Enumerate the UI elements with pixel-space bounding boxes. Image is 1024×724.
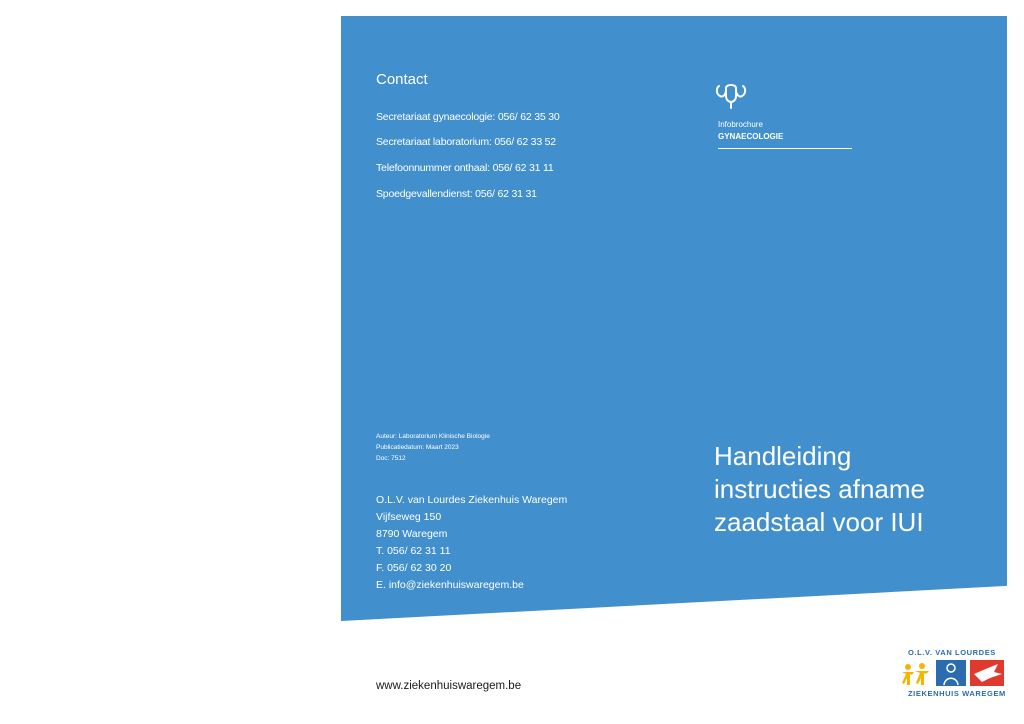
meta-doc: Doc: 7512 [376, 455, 406, 462]
uterus-icon [714, 80, 748, 110]
contact-title: Contact [376, 71, 428, 88]
brochure-kicker: Infobrochure [718, 120, 763, 129]
website-link[interactable]: www.ziekenhuiswaregem.be [376, 680, 522, 692]
brand-divider [718, 148, 852, 149]
title-line-3: zaadstaal voor IUI [714, 507, 924, 537]
title-line-1: Handleiding [714, 441, 852, 471]
brochure-title [714, 440, 994, 539]
department-label: GYNAECOLOGIE [718, 132, 784, 141]
address-city: 8790 Waregem [376, 528, 448, 540]
meta-author: Auteur: Laboratorium Klinische Biologie [376, 433, 490, 440]
contact-laboratory: Secretariaat laboratorium: 056/ 62 33 52 [376, 136, 556, 148]
contact-reception: Telefoonnummer onthaal: 056/ 62 31 11 [376, 162, 554, 174]
meta-date: Publicatiedatum: Maart 2023 [376, 444, 459, 451]
contact-gynaecology: Secretariaat gynaecologie: 056/ 62 35 30 [376, 111, 560, 123]
address-hospital: O.L.V. van Lourdes Ziekenhuis Waregem [376, 494, 568, 506]
hospital-logo [896, 648, 1008, 700]
address-email: E. info@ziekenhuiswaregem.be [376, 579, 524, 591]
logo-top-text: O.L.V. VAN LOURDES [908, 648, 996, 657]
title-line-2: instructies afname [714, 474, 925, 504]
logo-emblem [898, 658, 1006, 688]
address-fax: F. 056/ 62 30 20 [376, 562, 452, 574]
contact-emergency: Spoedgevallendienst: 056/ 62 31 31 [376, 188, 537, 200]
address-street: Vijfseweg 150 [376, 511, 442, 523]
logo-bottom-text: ZIEKENHUIS WAREGEM [908, 689, 1006, 698]
address-phone: T. 056/ 62 31 11 [376, 545, 451, 557]
